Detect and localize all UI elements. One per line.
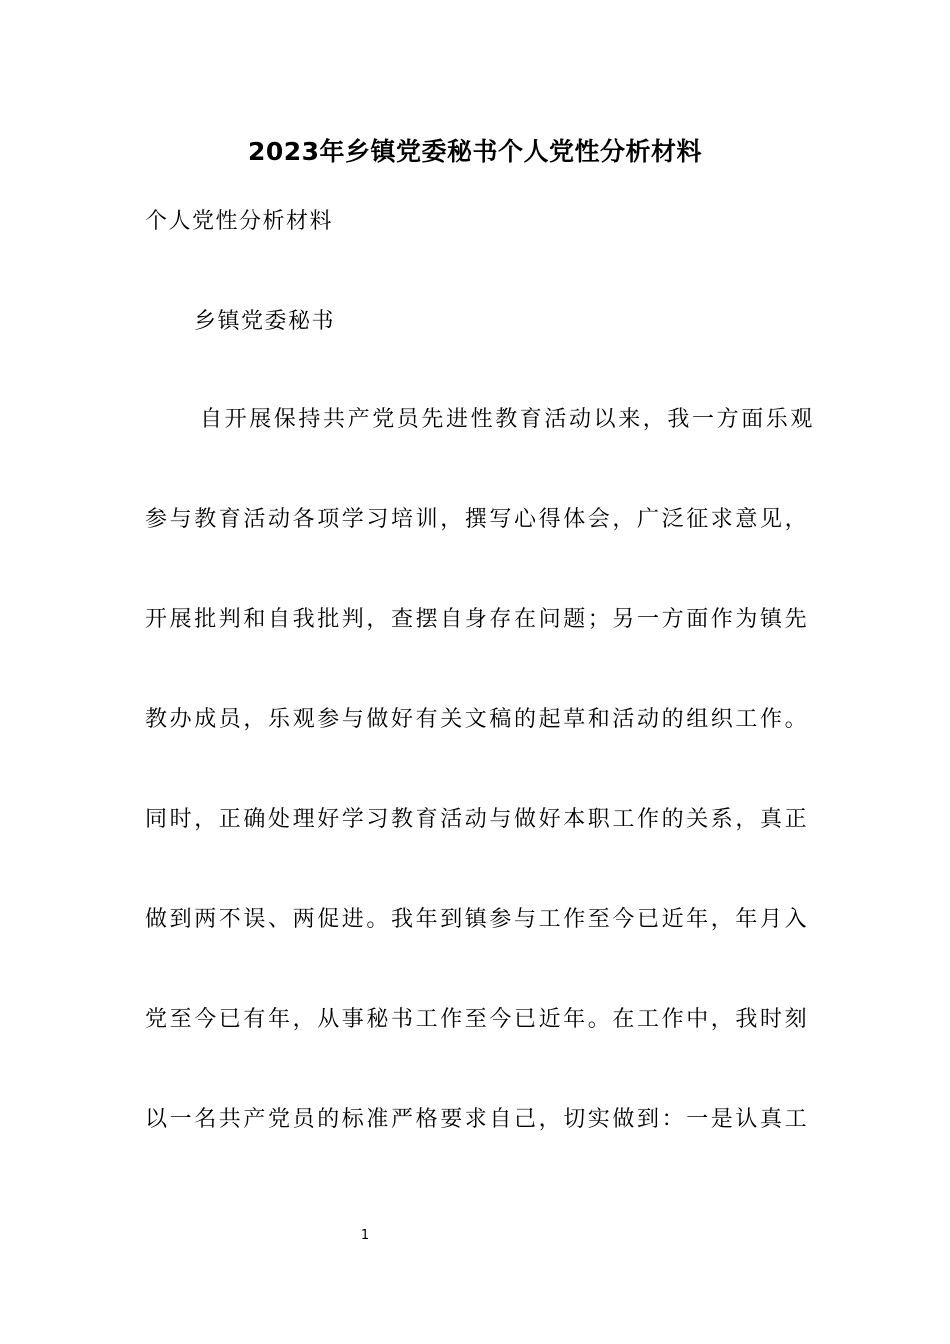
body-line-6: 做到两不误、两促进。我年到镇参与工作至今已近年，年月入 <box>145 907 810 932</box>
document-title: 2023年乡镇党委秘书个人党性分析材料 <box>247 137 703 166</box>
body-line-7: 党至今已有年，从事秘书工作至今已近年。在工作中，我时刻 <box>145 1007 810 1032</box>
body-line-5: 同时，正确处理好学习教育活动与做好本职工作的关系，真正 <box>145 807 810 832</box>
author-line: 乡镇党委秘书 <box>194 309 336 334</box>
body-line-1: 自开展保持共产党员先进性教育活动以来，我一方面乐观 <box>200 407 816 432</box>
body-line-4: 教办成员，乐观参与做好有关文稿的起草和活动的组织工作。 <box>145 707 810 732</box>
subheading: 个人党性分析材料 <box>145 209 334 234</box>
body-line-8: 以一名共产党员的标准严格要求自己，切实做到：一是认真工 <box>145 1107 810 1132</box>
body-line-2: 参与教育活动各项学习培训，撰写心得体会，广泛征求意见， <box>145 507 810 532</box>
page-number: 1 <box>360 1228 370 1243</box>
body-line-3: 开展批判和自我批判，查摆自身存在问题；另一方面作为镇先 <box>145 607 810 632</box>
